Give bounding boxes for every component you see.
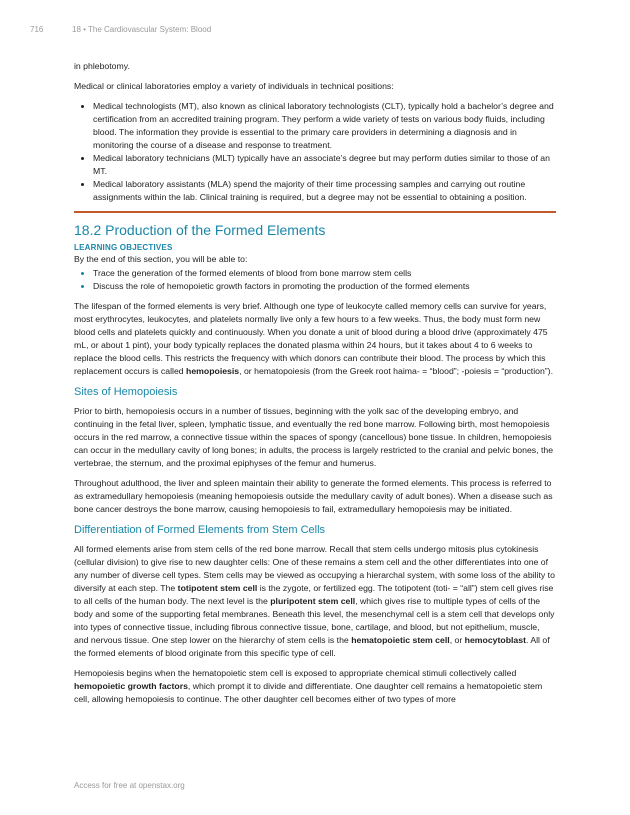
key-term: hemopoiesis — [186, 366, 240, 376]
subsection-heading-sites: Sites of Hemopoiesis — [74, 386, 178, 398]
paragraph-lab-intro: Medical or clinical laboratories employ a variety of individuals in technical positions: — [74, 81, 394, 91]
page-footer: Access for free at openstax.org — [74, 781, 185, 790]
page-number: 716 — [30, 25, 44, 34]
paragraph-continuation: in phlebotomy. — [74, 61, 130, 71]
paragraph-sites-1: Prior to birth, hemopoiesis occurs in a number of tissues, beginning with the yolk sac of the developing embryo, and continuing in the fetal liver, spleen, lymphatic tissue, and eventually the red bone marrow. Following birth, most hemopoiesis occurs in the red marrow, a connective tissue within the spaces of spongy (cancellous) bone tissue. In children, hemopoiesis can occur in the medullary cavity of long bones; in adults, the process is largely restricted to the cranial and pelvic bones, the vertebrae, the sternum, and the proximal epiphyses of the femur and humerus. — [74, 406, 554, 468]
chapter-title: 18 • The Cardiovascular System: Blood — [72, 25, 212, 34]
paragraph-differentiation-2 — [74, 667, 556, 706]
text-run: , which gives rise to multiple types of cells of the body and some of the supporting fetal membranes. Beneath this level, the mesenchymal cell is a stem cell that develops only into types of connective tissue, including fibrous connective tissue, bone, cartilage, and blood, but not epithelium, muscle, and nervous tissue. One step lower on the hierarchy of stem cells is the — [74, 596, 555, 645]
text-run: is the zygote, or fertilized egg. The totipotent (toti- = “all”) stem cell gives rise to all cells of the human body. The next level is the — [74, 583, 554, 606]
list-item: • Medical laboratory technicians (MLT) typically have an associate’s degree but may perform duties similar to those of an MT. — [93, 152, 556, 178]
key-term: hemocytoblast — [464, 635, 526, 645]
text-run: All formed elements arise from stem cells of the red bone marrow. Recall that stem cells undergo mitosis plus cytokinesis (cellular division) to give rise to new daughter cells: One of these remains a stem cell and the other differentiates into one of any number of diverse cell types. Stem cells may be viewed as occupying a hierarchal system, with some loss of the ability to diversify at each step. The — [74, 544, 555, 593]
text-run: Hemopoiesis begins when the hematopoietic stem cell is exposed to appropriate chemical stimuli collectively called — [74, 668, 517, 678]
text-run: , or hematopoiesis (from the Greek root haima- = “blood”; -poiesis = “production”). — [239, 366, 553, 376]
section-divider — [74, 211, 556, 213]
section-title: 18.2 Production of the Formed Elements — [74, 222, 326, 238]
objectives-list — [74, 267, 556, 293]
text-run: , or — [449, 635, 465, 645]
subsection-heading-differentiation: Differentiation of Formed Elements from Stem Cells — [74, 524, 326, 536]
key-term: hemopoietic growth factors — [74, 681, 188, 691]
paragraph-differentiation-1 — [74, 543, 556, 660]
list-item: • Discuss the role of hemopoietic growth factors in promoting the production of the formed elements — [93, 280, 556, 293]
text-run: . All of the formed elements of blood originate from this specific type of cell. — [74, 635, 550, 658]
objectives-heading: LEARNING OBJECTIVES — [74, 243, 173, 252]
list-item: • Trace the generation of the formed elements of blood from bone marrow stem cells — [93, 267, 556, 280]
lab-positions-list — [74, 100, 556, 204]
key-term: hematopoietic stem cell — [351, 635, 450, 645]
text-run: The lifespan of the formed elements is very brief. Although one type of leukocyte called memory cells can survive for years, most erythrocytes, leukocytes, and platelets normally live only a few hours to a few weeks. Thus, the body must form new blood cells and platelets quickly and continuously. When you donate a unit of blood during a blood drive (approximately 475 mL, or about 1 pint), your body typically replaces the donated plasma within 24 hours, but it takes about 4 to 6 weeks to replace the blood cells. This restricts the frequency with which donors can contribute their blood. The process by which this replacement occurs is called — [74, 301, 548, 376]
list-item: • Medical laboratory assistants (MLA) spend the majority of their time processing samples and carrying out routine assignments within the lab. Clinical training is required, but a degree may not be essential to obtaining a position. — [93, 178, 556, 204]
text-run: , which prompt it to divide and differentiate. One daughter cell remains a hematopoietic stem cell, allowing hemopoiesis to continue. The other daughter cell becomes either of two types of more — [74, 681, 543, 704]
list-item: • Medical technologists (MT), also known as clinical laboratory technologists (CLT), typically hold a bachelor’s degree and certification from an accredited training program. They perform a wide variety of tests on various body fluids, including blood. The information they provide is essential to the primary care providers in determining a diagnosis and in monitoring the course of a disease and response to treatment. — [93, 100, 556, 152]
objectives-intro: By the end of this section, you will be able to: — [74, 254, 248, 264]
key-term: totipotent stem cell — [177, 583, 258, 593]
paragraph-sites-2: Throughout adulthood, the liver and spleen maintain their ability to generate the formed elements. This process is referred to as extramedullary hemopoiesis (meaning hemopoiesis outside the medullary cavity of adult bones). When a disease such as bone cancer destroys the bone marrow, causing hemopoiesis to fail, extramedullary hemopoiesis may be initiated. — [74, 478, 553, 514]
main-content — [74, 60, 556, 713]
page-header — [30, 25, 211, 34]
key-term: pluripotent stem cell — [270, 596, 356, 606]
paragraph-lifespan — [74, 300, 556, 378]
